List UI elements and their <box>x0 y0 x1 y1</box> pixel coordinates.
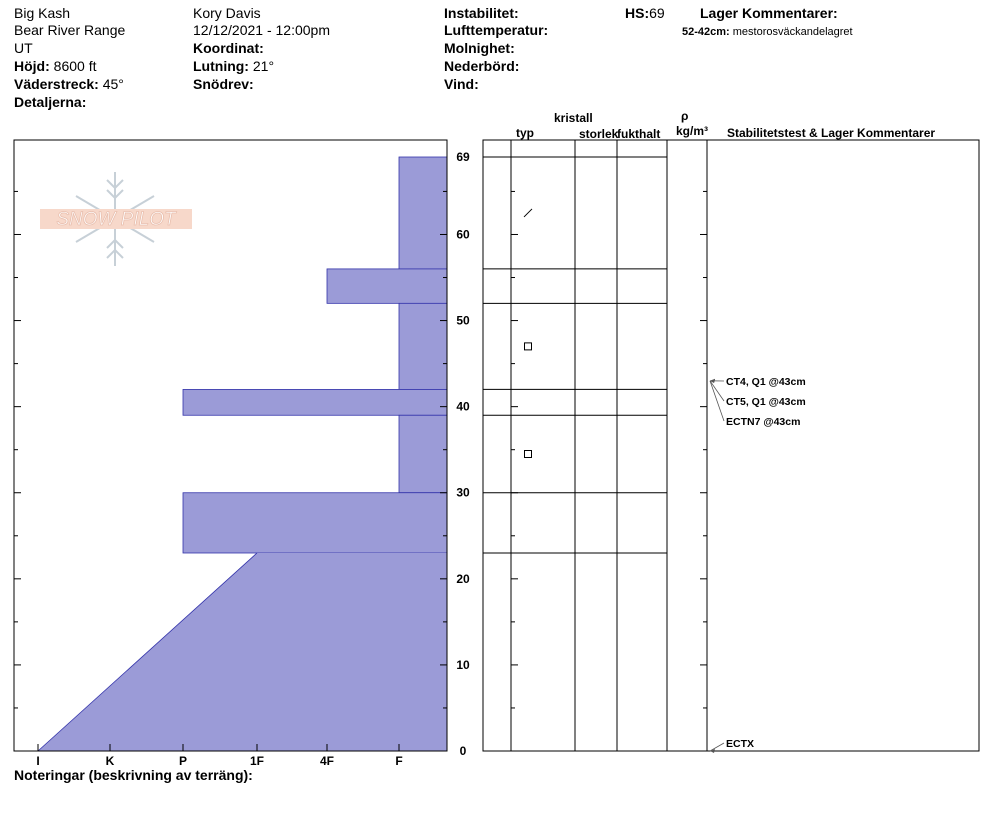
column-header-type: typ <box>516 126 534 140</box>
elevation-value: 8600 ft <box>53 58 97 74</box>
layer-comment-text: mestorosväckandelagret <box>732 26 853 38</box>
hardness-layer-4 <box>399 415 447 492</box>
hardness-label-1F: 1F <box>249 754 265 768</box>
wind-label: Vind: <box>444 76 479 92</box>
hardness-label-4F: 4F <box>319 754 335 768</box>
stability-test-label-2: ECTN7 @43cm <box>726 416 801 428</box>
depth-label-60: 60 <box>456 227 470 242</box>
stability-test-label-1: CT5, Q1 @43cm <box>726 396 806 408</box>
stability-test-label-0: CT4, Q1 @43cm <box>726 376 806 388</box>
depth-label-50: 50 <box>456 313 470 328</box>
column-header-size: storlek <box>579 127 619 141</box>
hardness-label-F: F <box>395 754 403 768</box>
hardness-label-I: I <box>36 754 40 768</box>
column-header-density-unit: kg/m³ <box>676 124 709 138</box>
hardness-layer-1 <box>327 269 447 303</box>
grain-symbol-0 <box>524 209 532 217</box>
coordinate-label: Koordinat: <box>193 40 264 56</box>
depth-label-0: 0 <box>459 744 467 758</box>
stability-test-label-3: ECTX <box>726 738 755 750</box>
layer-comments-label: Lager Kommentarer: <box>700 5 838 21</box>
layer-table-frame <box>483 140 979 751</box>
aspect-value: 45° <box>102 76 124 92</box>
range-name: Bear River Range <box>14 22 126 38</box>
airtemp-label: Lufttemperatur: <box>444 22 549 38</box>
grain-symbol-2 <box>525 451 532 458</box>
logo-text: SNOW PILOT <box>56 209 176 230</box>
slope-label: Lutning: <box>193 58 249 74</box>
hardness-label-P: P <box>178 754 188 768</box>
hardness-layer-5 <box>183 493 447 553</box>
slope-value: 21° <box>252 58 275 74</box>
precip-label: Nederbörd: <box>444 58 520 74</box>
instability-label: Instabilitet: <box>444 5 519 21</box>
depth-label-69: 69 <box>456 150 470 164</box>
stability-test-pointer-1 <box>710 381 724 401</box>
hardness-layer-3 <box>183 389 447 415</box>
stability-test-pointer-3 <box>710 743 724 751</box>
notes-label: Noteringar (beskrivning av terräng): <box>14 767 253 783</box>
depth-label-20: 20 <box>456 571 470 586</box>
details-label: Detaljerna: <box>14 94 87 110</box>
snowpilot-logo <box>40 172 192 266</box>
observation-datetime: 12/12/2021 - 12:00pm <box>193 22 330 38</box>
column-header-moisture: fukthalt <box>617 127 661 141</box>
grain-symbol-1 <box>525 343 532 350</box>
hardness-layer-6 <box>38 553 447 751</box>
column-header-rho: ρ <box>681 109 689 123</box>
observer-name: Kory Davis <box>193 5 261 21</box>
location-name: Big Kash <box>14 5 71 21</box>
hardness-layer-2 <box>399 303 447 389</box>
layer-comment-range: 52-42cm: <box>682 26 730 38</box>
depth-label-40: 40 <box>456 399 470 414</box>
depth-label-30: 30 <box>456 485 470 500</box>
hardness-label-K: K <box>105 754 115 768</box>
hs-value: 69 <box>649 5 665 21</box>
column-header-tests: Stabilitetstest & Lager Kommentarer <box>727 126 936 140</box>
stability-test-pointer-2 <box>710 381 724 421</box>
drift-label: Snödrev: <box>193 76 254 92</box>
elevation-label: Höjd: <box>14 58 50 74</box>
state-name: UT <box>14 40 33 56</box>
depth-label-10: 10 <box>456 657 470 672</box>
hardness-layer-0 <box>399 157 447 269</box>
cloud-label: Molnighet: <box>444 40 515 56</box>
hs-label: HS: <box>625 5 650 21</box>
aspect-label: Väderstreck: <box>14 76 99 92</box>
column-header-crystal: kristall <box>554 111 593 125</box>
